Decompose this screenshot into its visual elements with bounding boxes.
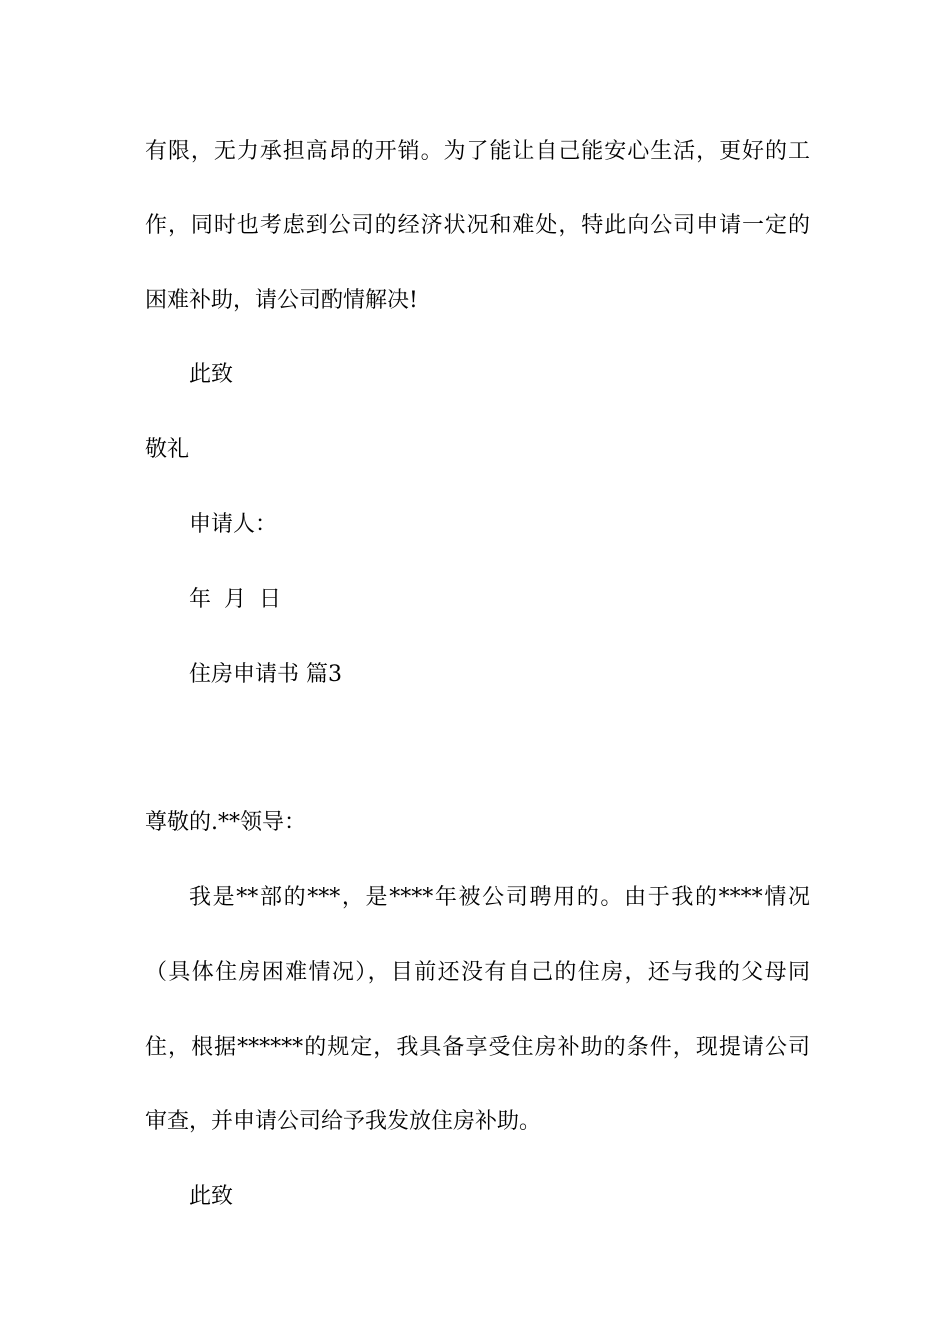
paragraph-line: 住，根据******的规定，我具备享受住房补助的条件，现提请公司 [145,1035,810,1060]
paragraph-line: 有限，无力承担高昂的开销。为了能让自己能安心生活，更好的工 [145,139,810,164]
closing-phrase: 此致 [189,362,234,387]
salutation: 敬礼 [145,437,190,462]
date-line: 年 月 日 [189,587,281,612]
paragraph-line: （具体住房困难情况），目前还没有自己的住房，还与我的父母同 [145,960,810,985]
paragraph-line: 作，同时也考虑到公司的经济状况和难处，特此向公司申请一定的 [145,213,810,238]
paragraph-line: 我是**部的***，是****年被公司聘用的。由于我的****情况 [189,885,810,910]
greeting: 尊敬的.**领导： [145,810,306,835]
section-title: 住房申请书 篇3 [189,662,342,687]
closing-phrase: 此致 [189,1184,234,1209]
applicant-label: 申请人： [189,512,278,537]
paragraph-line: 审查，并申请公司给予我发放住房补助。 [145,1109,542,1134]
paragraph-line: 困难补助，请公司酌情解决! [145,288,418,313]
